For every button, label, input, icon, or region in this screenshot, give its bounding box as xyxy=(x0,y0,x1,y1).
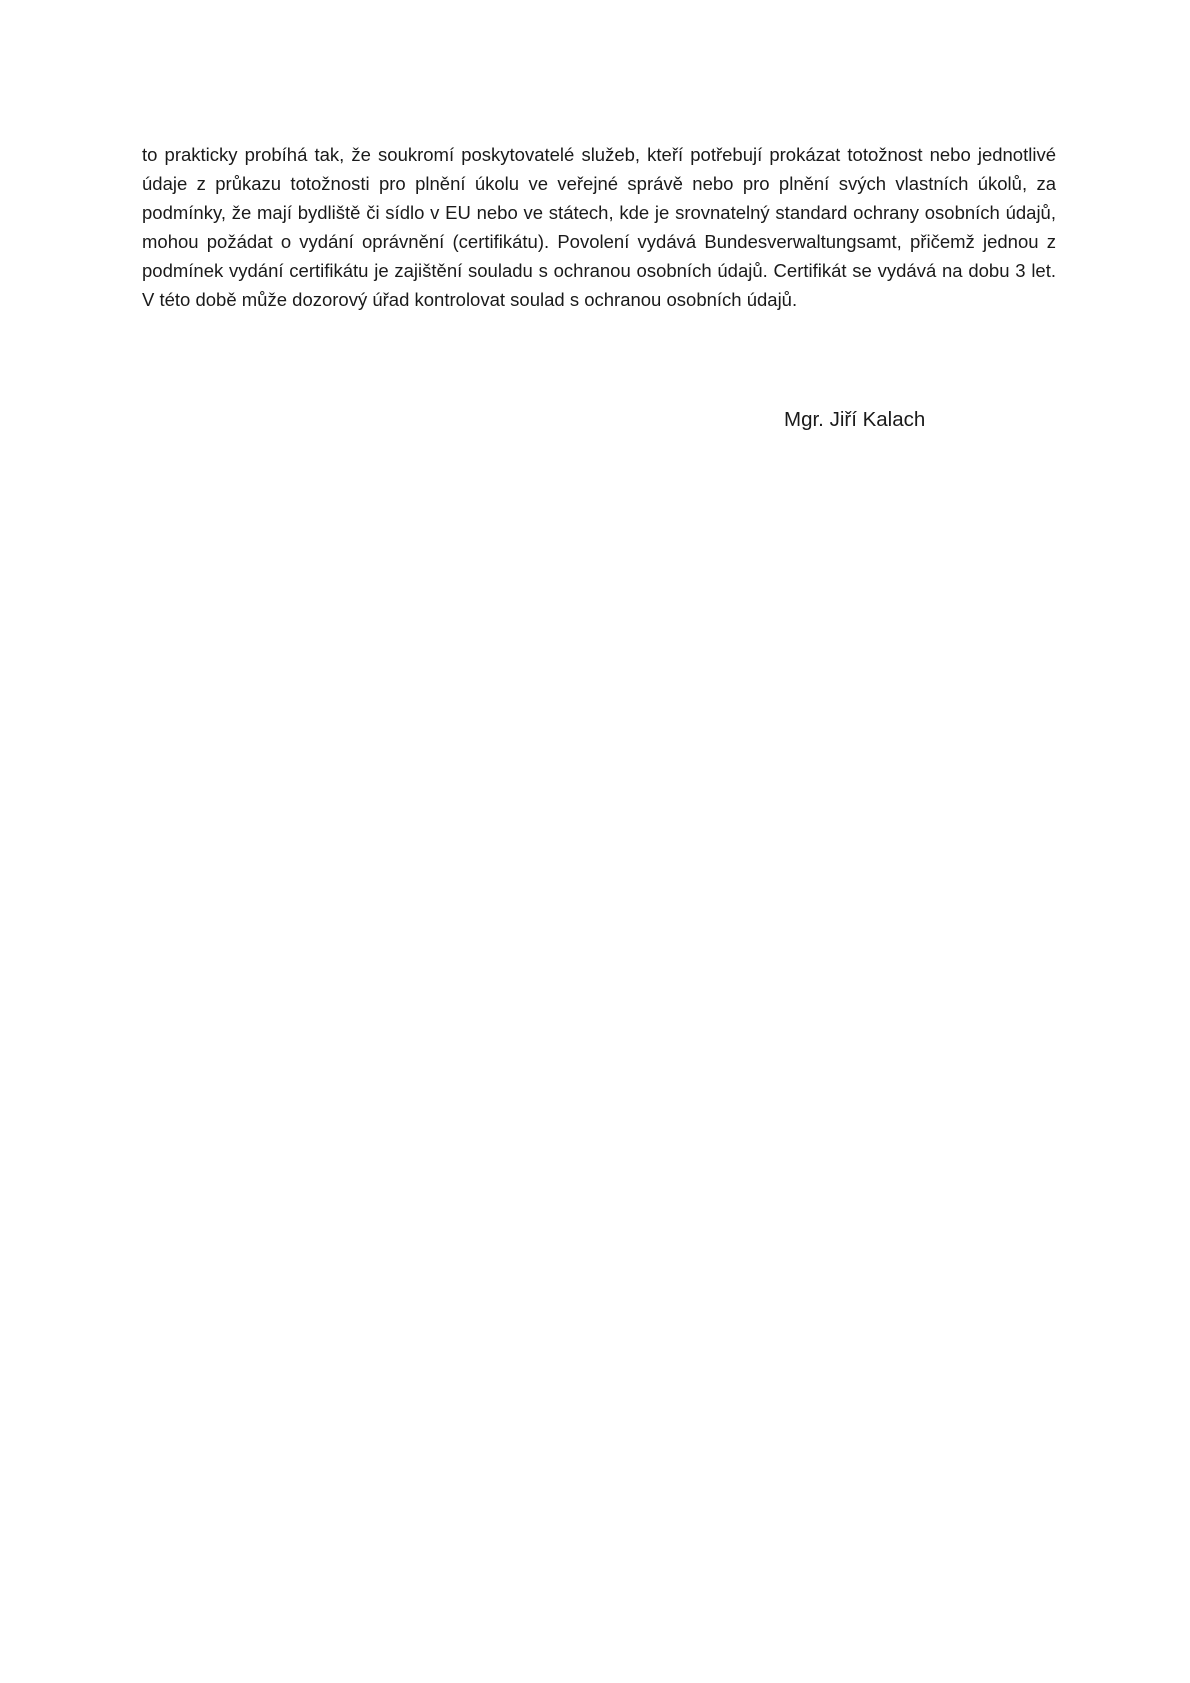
signature-name: Mgr. Jiří Kalach xyxy=(784,408,926,431)
body-paragraph: to prakticky probíhá tak, že soukromí poskytovatelé služeb, kteří potřebují prokázat totožnost nebo jednotlivé údaje z průkazu totožnosti pro plnění úkolu ve veřejné správě nebo pro plnění svých vlastních úkolů, za podmínky, že mají bydliště či sídlo v EU nebo ve státech, kde je srovnatelný standard ochrany osobních údajů, mohou požádat o vydání oprávnění (certifikátu). Povolení vydává Bundesverwaltungsamt, přičemž jednou z podmínek vydání certifikátu je zajištění souladu s ochranou osobních údajů. Certifikát se vydává na dobu 3 let. V této době může dozorový úřad kontrolovat soulad s ochranou osobních údajů. xyxy=(142,144,1056,310)
